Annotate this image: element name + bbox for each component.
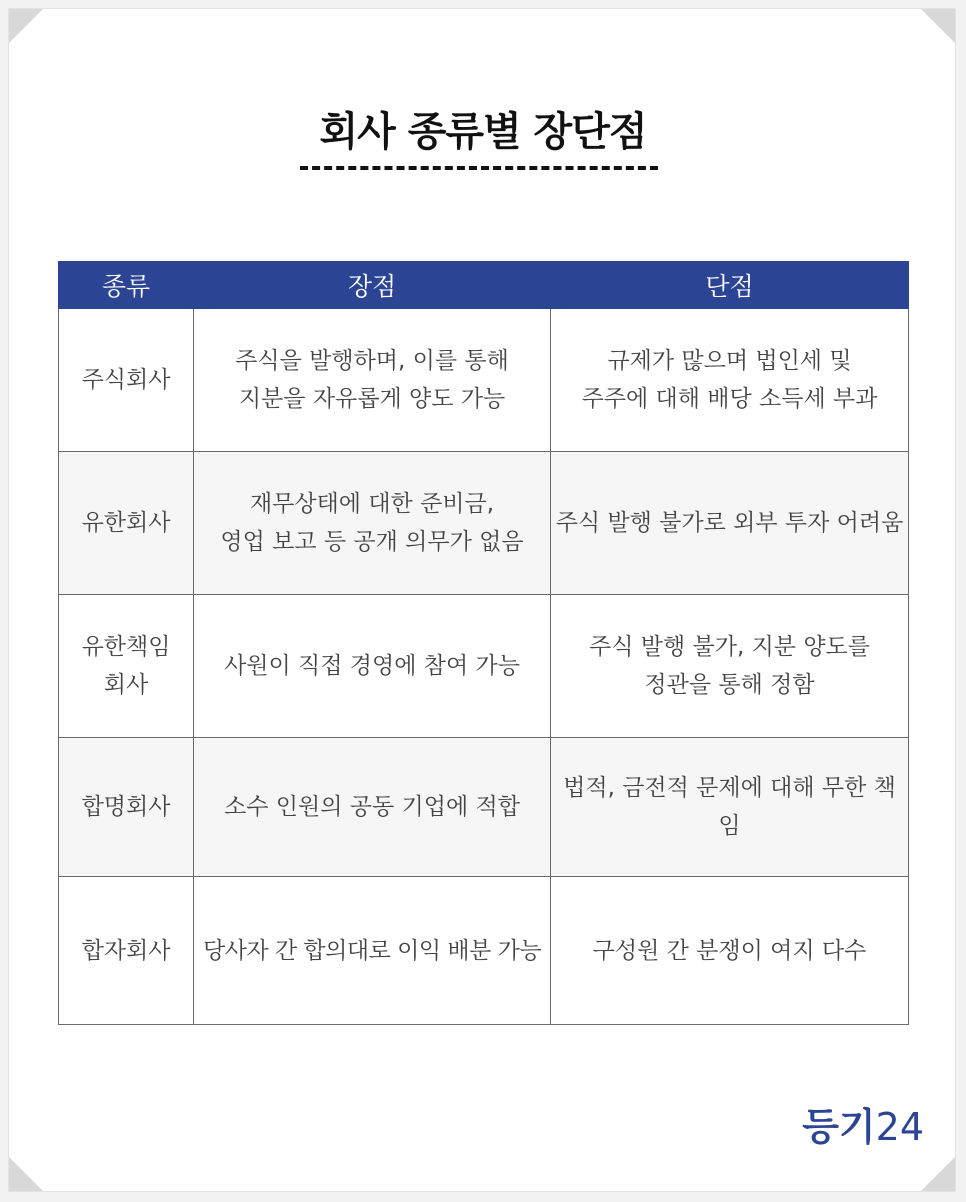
cell-text: 합자회사	[81, 937, 171, 964]
cell-pros	[194, 309, 551, 452]
logo-korean-text: 등기	[802, 1105, 876, 1149]
corner-fold-decoration	[921, 9, 955, 43]
cell-cons	[551, 595, 909, 738]
header-pros: 장점	[194, 262, 551, 309]
cell-text: 합명회사	[81, 794, 171, 820]
cell-cons	[551, 738, 909, 877]
table-row	[59, 877, 909, 1025]
cell-text: 지분을 자유롭게 양도 가능	[238, 386, 506, 412]
cell-pros	[194, 595, 551, 738]
cell-type	[59, 738, 194, 877]
cell-text: 주주에 대해 배당 소득세 부과	[581, 386, 878, 412]
corner-fold-decoration	[921, 1157, 955, 1191]
cell-pros	[194, 877, 551, 1025]
cell-text: 소수 인원의 공동 기업에 적합	[224, 794, 520, 820]
cell-text: 임	[718, 813, 741, 839]
comparison-table	[58, 261, 909, 1025]
cell-pros	[194, 738, 551, 877]
cell-pros	[194, 452, 551, 595]
corner-fold-decoration	[9, 9, 43, 43]
header-type: 종류	[59, 262, 194, 309]
cell-text: 주식을 발행하며, 이를 통해	[235, 348, 509, 374]
cell-type	[59, 877, 194, 1025]
cell-type	[59, 452, 194, 595]
cell-cons	[551, 452, 909, 595]
header-cons: 단점	[551, 262, 909, 309]
cell-text: 주식 발행 불가, 지분 양도를	[589, 634, 870, 660]
cell-text: 당사자 간 합의대로 이익 배분 가능	[202, 937, 542, 964]
cell-type	[59, 309, 194, 452]
corner-fold-decoration	[9, 1157, 43, 1191]
cell-cons	[551, 877, 909, 1025]
cell-text: 사원이 직접 경영에 참여 가능	[224, 653, 520, 679]
table-row	[59, 309, 909, 452]
cell-text: 영업 보고 등 공개 의무가 없음	[220, 529, 524, 555]
logo-number-text: 24	[875, 1105, 924, 1149]
table-row	[59, 595, 909, 738]
cell-text: 주식회사	[81, 367, 171, 393]
table-row	[59, 452, 909, 595]
cell-text: 규제가 많으며 법인세 및	[607, 348, 852, 374]
cell-text: 회사	[103, 672, 149, 698]
cell-text: 구성원 간 분쟁이 여지 다수	[592, 937, 867, 964]
cell-type	[59, 595, 194, 738]
cell-text: 유한회사	[81, 510, 171, 536]
title-dashed-underline	[300, 166, 658, 170]
table-header-row	[59, 262, 909, 309]
cell-text: 주식 발행 불가로 외부 투자 어려움	[555, 510, 904, 536]
page-title: 회사 종류별 장단점	[319, 109, 647, 155]
cell-text: 유한책임	[81, 634, 171, 660]
brand-logo	[802, 1104, 924, 1150]
table-row	[59, 738, 909, 877]
cell-cons	[551, 309, 909, 452]
cell-text: 법적, 금전적 문제에 대해 무한 책	[563, 775, 896, 801]
cell-text: 정관을 통해 정함	[644, 672, 815, 698]
cell-text: 재무상태에 대한 준비금,	[249, 491, 495, 517]
